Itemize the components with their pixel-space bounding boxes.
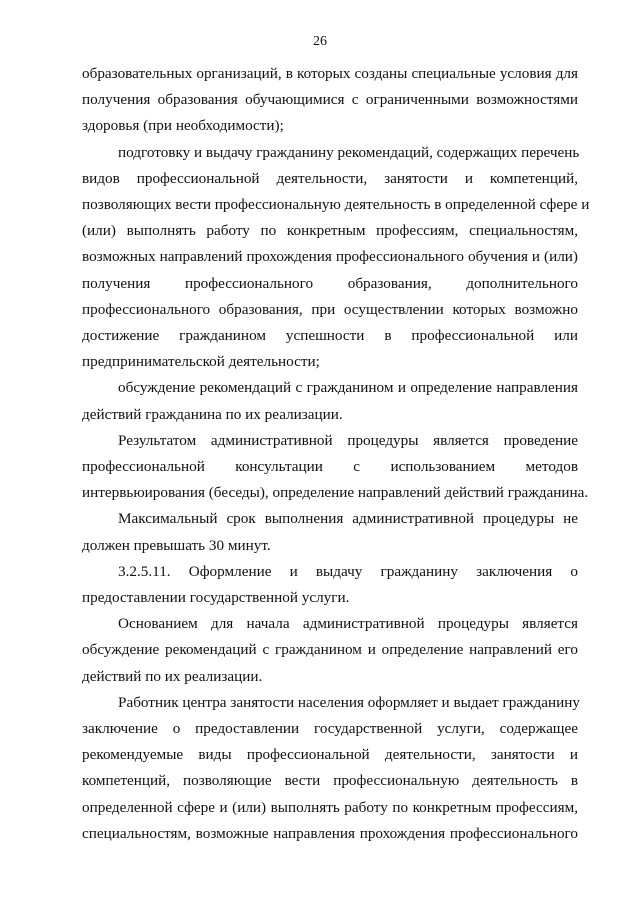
text-line: специальностям, возможные направления прохождения профессионального xyxy=(82,824,578,842)
text-line: действий по их реализации. xyxy=(82,667,263,685)
text-line: предоставлении государственной услуги. xyxy=(82,589,350,606)
text-line: получения профессионального образования, дополнительного xyxy=(82,274,578,292)
text-line: образовательных организаций, в которых созданы специальные условия для xyxy=(82,65,578,82)
text-line: Результатом административной процедуры является проведение xyxy=(118,431,578,449)
text-line: достижение гражданином успешности в профессиональной или xyxy=(82,327,578,344)
text-line: позволяющих вести профессиональную деятельность в определенной сфере и xyxy=(82,196,590,213)
text-line: компетенций, позволяющие вести профессиональную деятельность в xyxy=(82,772,578,790)
text-line: предпринимательской деятельности; xyxy=(82,353,320,371)
text-line: Максимальный срок выполнения административной процедуры не xyxy=(118,510,578,528)
text-line: здоровья (при необходимости); xyxy=(82,117,284,135)
text-line: возможных направлений прохождения профессионального обучения и (или) xyxy=(82,248,578,266)
page-number: 26 xyxy=(313,34,327,49)
text-line: профессиональной консультации с использованием методов xyxy=(82,458,578,475)
text-line: 3.2.5.11. Оформление и выдачу гражданину заключения о xyxy=(118,562,578,580)
text-line: получения образования обучающимися с ограниченными возможностями xyxy=(82,91,578,109)
text-line: видов профессиональной деятельности, занятости и компетенций, xyxy=(82,169,578,187)
text-line: обсуждение рекомендаций с гражданином и определение направлений его xyxy=(82,641,578,659)
text-line: (или) выполнять работу по конкретным профессиям, специальностям, xyxy=(82,222,578,240)
text-line: профессионального образования, при осуществлении которых возможно xyxy=(82,300,578,318)
text-line: рекомендуемые виды профессиональной деятельности, занятости и xyxy=(82,746,578,764)
text-line: обсуждение рекомендаций с гражданином и определение направления xyxy=(118,379,578,397)
text-line: заключение о предоставлении государственной услуги, содержащее xyxy=(82,720,578,737)
text-line: должен превышать 30 минут. xyxy=(82,536,271,554)
text-line: определенной сфере и (или) выполнять работу по конкретным профессиям, xyxy=(82,798,578,816)
text-line: Работник центра занятости населения оформляет и выдает гражданину xyxy=(118,693,580,711)
text-line: Основанием для начала административной процедуры является xyxy=(118,615,578,633)
text-line: подготовку и выдачу гражданину рекомендаций, содержащих перечень xyxy=(118,143,580,161)
text-line: интервьюирования (беседы), определение направлений действий гражданина. xyxy=(82,484,589,502)
text-line: действий гражданина по их реализации. xyxy=(82,405,343,423)
